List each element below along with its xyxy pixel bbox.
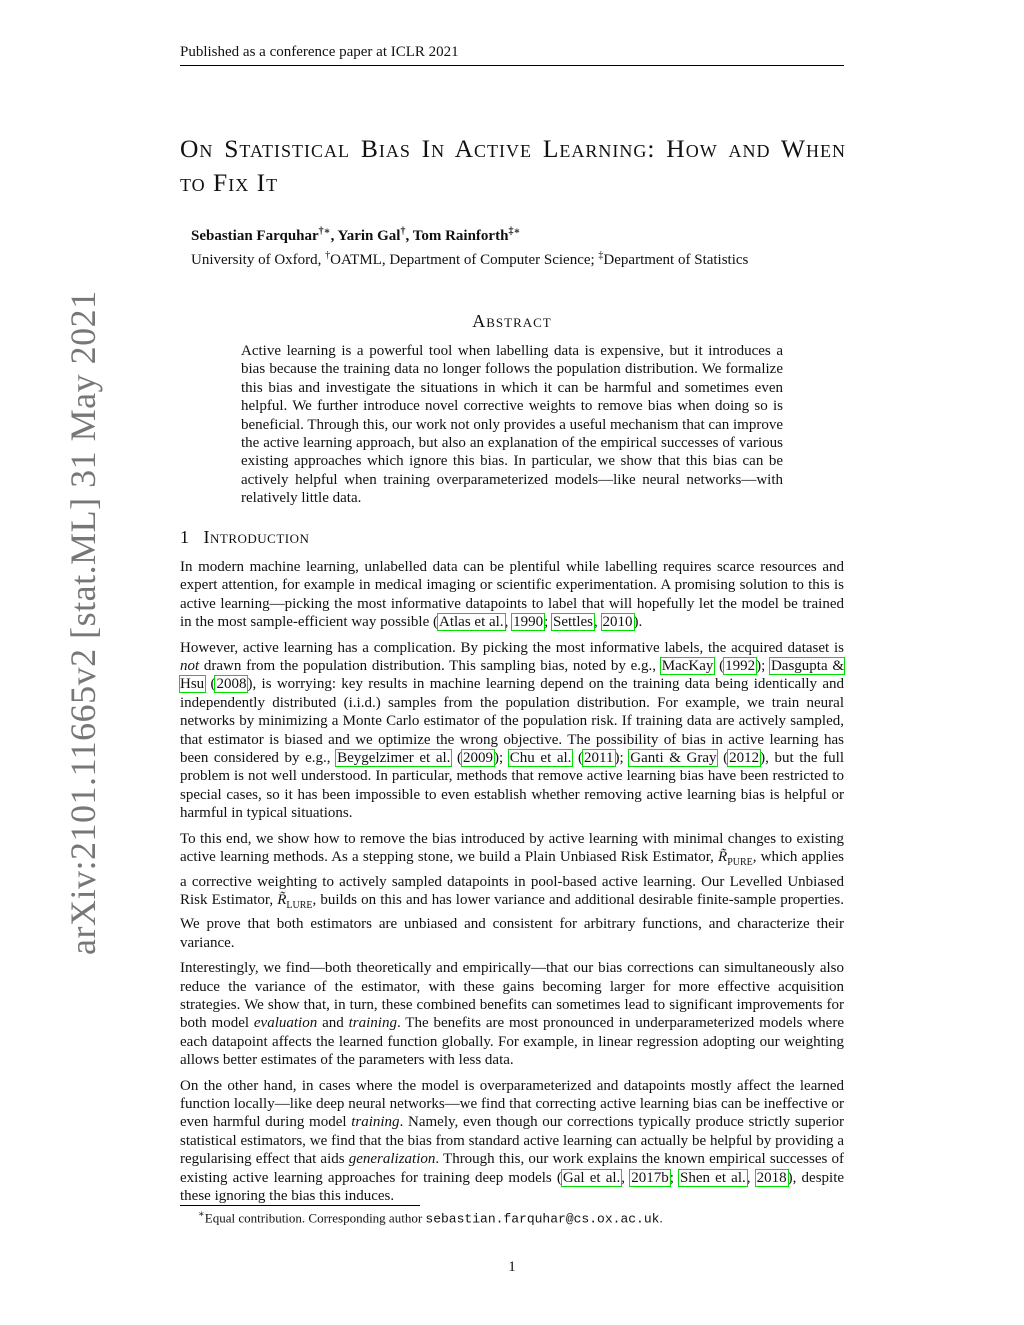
text-run: ), despite these ignoring the bias this induces. (180, 1169, 845, 1204)
affiliations (191, 246, 831, 270)
author-block (191, 222, 831, 270)
text-run: , which applies a corrective weighting to actively sampled datapoints in pool-based active learning. Our Levelled Unbiased Risk Estimator, (180, 849, 844, 908)
paragraph (180, 1077, 844, 1206)
text-run: ), but the full problem is not well understood. In particular, methods that remove active learning bias have been restricted to special cases, so it has been impossible to even establish whether removing active learning bias is helpful or harmful in typical situations. (180, 750, 844, 822)
footnote (198, 1209, 838, 1226)
citation-link[interactable]: Gal et al. (562, 1169, 621, 1186)
paragraph (180, 558, 844, 632)
citation-link[interactable]: Shen et al. (680, 1169, 746, 1186)
footnote-divider (180, 1205, 420, 1206)
footnote-text: . (659, 1210, 663, 1226)
text-run: ; (544, 614, 552, 631)
citation-link[interactable]: 2017b (631, 1169, 669, 1186)
paper-title: On Statistical Bias In Active Learning: How and When to Fix It (180, 134, 846, 197)
citation-link[interactable]: 2012 (729, 750, 760, 767)
author-names (191, 222, 831, 246)
emphasis: training (348, 1015, 397, 1032)
citation-link[interactable]: Dasgupta & Hsu (180, 658, 844, 693)
text-run: ); (494, 750, 509, 767)
text-run: ); (614, 750, 630, 767)
arxiv-stamp: arXiv:2101.11665v2 [stat.ML] 31 May 2021 (63, 290, 103, 955)
text-run: , (621, 1169, 631, 1186)
affiliation-mark: ‡ (598, 250, 604, 261)
paragraph (180, 959, 844, 1069)
section-title: Introduction (203, 527, 310, 547)
paragraph (180, 639, 844, 823)
citation-link[interactable]: 2009 (463, 750, 494, 767)
text-run: , (746, 1169, 756, 1186)
page-number: 1 (508, 1259, 516, 1275)
affiliation-mark: † (325, 250, 331, 261)
text-run: However, active learning has a complication. By picking the most informative labels, the acquired dataset is (180, 639, 844, 656)
citation-link[interactable]: 2011 (584, 750, 614, 767)
text-run: ( (714, 658, 725, 675)
citation-link[interactable]: 2010 (602, 614, 633, 631)
text-run: ). (633, 614, 643, 631)
section-heading (180, 527, 309, 548)
affiliation-text: University of Oxford, (191, 252, 326, 268)
text-run: ); (756, 658, 770, 675)
text-run: and (317, 1015, 349, 1032)
math-symbol: R̃ (718, 849, 728, 866)
text-run: drawn from the population distribution. This sampling bias, noted by e.g., (199, 658, 661, 675)
text-run: , (504, 614, 513, 631)
author-mark: ‡∗ (508, 226, 521, 237)
text-run: , (594, 614, 602, 631)
emphasis: evaluation (253, 1015, 318, 1032)
author-email-link[interactable]: sebastian.farquhar@cs.ox.ac.uk (425, 1211, 660, 1227)
text-run: In modern machine learning, unlabelled data can be plentiful while labelling requires scarce resources and expert attention, for example in medical imaging or scientific experimentation. A promising solution to this is active learning—picking the most informative datapoints to label that will hopefully let the model be trained in the most sample-efficient way possible ( (180, 559, 844, 631)
emphasis: training (351, 1114, 400, 1131)
citation-link[interactable]: Ganti & Gray (630, 750, 717, 767)
emphasis: not (180, 658, 200, 675)
math-subscript: PURE (727, 857, 753, 869)
text-run: ; (669, 1169, 680, 1186)
text-run: ( (451, 750, 463, 767)
citation-link[interactable]: 2018 (756, 1169, 787, 1186)
affiliation-text: OATML, Department of Computer Science; (330, 252, 599, 268)
text-run: ( (717, 750, 729, 767)
affiliation-text: Department of Statistics (603, 252, 749, 268)
abstract-text: Active learning is a powerful tool when labelling data is expensive, but it introduces a bias because the training data no longer follows the population distribution. We formalize this bias and investigate the situations in which it can be harmful and sometimes even helpful. We further introduce novel corrective weights to remove bias when doing so is beneficial. Through this, our work not only provides a useful mechanism that can improve the active learning approach, but also an explanation of the empirical successes of various existing approaches which ignore this bias. In particular, we show that this bias can be actively helpful when training overparameterized models—like neural networks—with relatively little data. (241, 343, 783, 507)
citation-link[interactable]: 2008 (216, 676, 247, 693)
text-run: . Through this, our work explains the known empirical successes of existing active learning approaches for training deep models ( (180, 1151, 844, 1186)
text-run: , builds on this and has lower variance and additional desirable finite-sample properties. We prove that both estimators are unbiased and consistent for arbitrary functions, and characterize their variance. (180, 891, 845, 951)
citation-link[interactable]: Chu et al. (509, 750, 572, 767)
section-body (180, 558, 844, 1212)
abstract-heading: Abstract (472, 311, 552, 331)
author-name: Tom Rainforth (412, 228, 509, 244)
author-mark: †∗ (318, 226, 331, 237)
citation-link[interactable]: 1990 (513, 614, 544, 631)
running-header: Published as a conference paper at ICLR 2021 (180, 44, 844, 66)
citation-link[interactable]: Settles (553, 614, 593, 631)
section-number: 1 (180, 527, 190, 547)
author-name: Yarin Gal (337, 228, 401, 244)
math-subscript: LURE (286, 899, 313, 911)
author-separator: , (405, 228, 413, 244)
text-run: . Namely, even though our corrections typically produce strictly superior statistical estimators, we find that the bias from standard active learning can actually be helpful by providing a regularising effect that aids (180, 1114, 844, 1168)
footnote-text: Equal contribution. Corresponding author (204, 1210, 426, 1226)
text-run: ), is worrying: key results in machine learning depend on the training data being identically and independently distributed (i.i.d.) samples from the population distribution. For example, we train neural networks by minimizing a Monte Carlo estimator of the population risk. If training data are actively sampled, that estimator is biased and we optimize the wrong objective. The possibility of bias in active learning has been considered by e.g., (180, 676, 845, 767)
author-name: Sebastian Farquhar (191, 228, 319, 244)
emphasis: generalization (348, 1151, 436, 1168)
text-run: Interestingly, we find—both theoretically and empirically—that our bias corrections can simultaneously also reduce the variance of the estimator, with these gains becoming larger for more effective acquisition strategies. We show that, in turn, these combined benefits can sometimes lead to significant improvements for both model (180, 960, 844, 1032)
author-separator: , (330, 228, 338, 244)
author-mark: † (400, 226, 406, 237)
text-run: On the other hand, in cases where the model is overparameterized and datapoints mostly affect the learned function locally—like deep neural networks—we find that correcting active learning bias can be ineffective or even harmful during model (180, 1077, 844, 1131)
footnote-mark: ∗ (198, 1209, 205, 1220)
citation-link[interactable]: 1992 (725, 658, 756, 675)
text-run: To this end, we show how to remove the bias introduced by active learning with minimal changes to existing active learning methods. As a stepping stone, we build a Plain Unbiased Risk Estimator, (180, 830, 844, 866)
text-run: ( (572, 750, 584, 767)
text-run: . The benefits are most pronounced in underparameterized models where each datapoint affects the learned function globally. For example, in linear regression adopting our weighting allows better estimates of the parameters with less data. (180, 1015, 844, 1069)
paragraph (180, 830, 844, 952)
citation-link[interactable]: Atlas et al. (439, 614, 504, 631)
citation-link[interactable]: Beygelzimer et al. (337, 750, 451, 767)
math-symbol: R̃ (277, 891, 287, 908)
text-run: ( (205, 676, 216, 693)
citation-link[interactable]: MacKay (661, 658, 714, 675)
